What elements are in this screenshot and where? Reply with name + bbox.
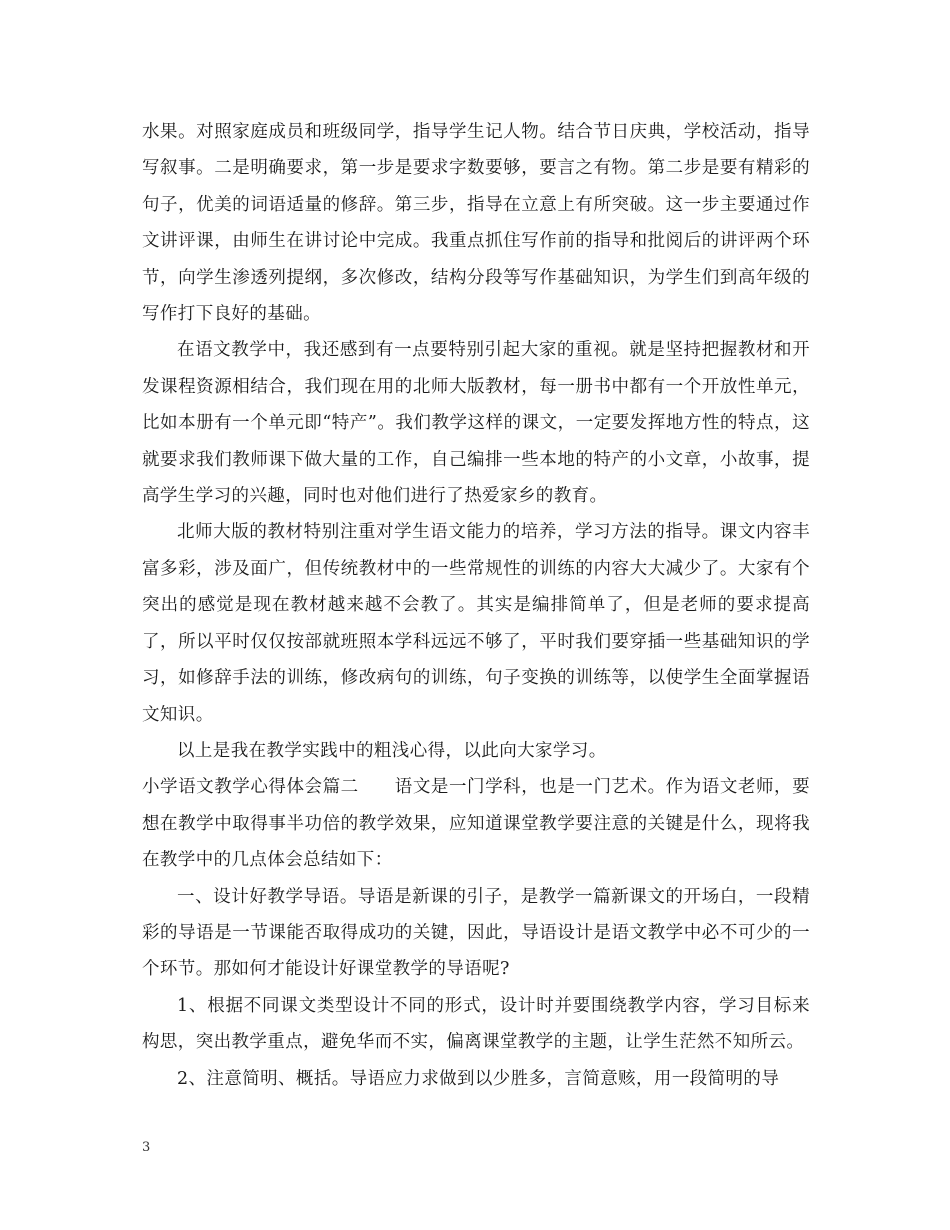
paragraph-point-one: 1、根据不同课文类型设计不同的形式，设计时并要围绕教学内容，学习目标来构思，突出教学重点，避免华而不实，偏离课堂教学的主题，让学生茫然不知所云。 (142, 995, 810, 1053)
document-body (142, 114, 810, 1097)
page-number: 3 (142, 1140, 151, 1155)
paragraph-design-introduction: 一、设计好教学导语。导语是新课的引子，是教学一篇新课文的开场白，一段精彩的导语是一节课能否取得成功的关键，因此，导语设计是语文教学中必不可少的一个环节。那如何才能设计好课堂教学的导语呢? (142, 886, 810, 980)
paragraph-curriculum-resources: 在语文教学中，我还感到有一点要特别引起大家的重视。就是坚持把握教材和开发课程资源相结合，我们现在用的北师大版教材，每一册书中都有一个开放性单元，比如本册有一个单元即“特产”。我们教学这样的课文，一定要发挥地方性的特点，这就要求我们教师课下做大量的工作，自己编排一些本地的特产的小文章，小故事，提高学生学习的兴趣，同时也对他们进行了热爱家乡的教育。 (142, 340, 810, 507)
paragraph-language-ability: 北师大版的教材特别注重对学生语文能力的培养，学习方法的指导。课文内容丰富多彩，涉及面广，但传统教材中的一些常规性的训练的内容大大减少了。大家有个突出的感觉是现在教材越来越不会教了。其实是编排简单了，但是老师的要求提高了，所以平时仅仅按部就班照本学科远远不够了，平时我们要穿插一些基础知识的学习，如修辞手法的训练，修改病句的训练，句子变换的训练等，以使学生全面掌握语文知识。 (142, 522, 810, 725)
paragraph-closing-remark: 以上是我在教学实践中的粗浅心得，以此向大家学习。 (177, 740, 607, 761)
paragraph-point-two: 2、注意简明、概括。导语应力求做到以少胜多，言简意赅，用一段简明的导 (177, 1068, 780, 1089)
paragraph-section-two-intro: 小学语文教学心得体会篇二 语文是一门学科，也是一门艺术。作为语文老师，要想在教学中取得事半功倍的教学效果，应知道课堂教学要注意的关键是什么，现将我在教学中的几点体会总结如下： (142, 777, 810, 871)
paragraph-writing-guidance: 水果。对照家庭成员和班级同学，指导学生记人物。结合节日庆典，学校活动，指导写叙事。二是明确要求，第一步是要求字数要够，要言之有物。第二步是要有精彩的句子，优美的词语适量的修辞。第三步，指导在立意上有所突破。这一步主要通过作文讲评课，由师生在讲讨论中完成。我重点抓住写作前的指导和批阅后的讲评两个环节，向学生渗透列提纲，多次修改，结构分段等写作基础知识，为学生们到高年级的写作打下良好的基础。 (142, 122, 810, 325)
